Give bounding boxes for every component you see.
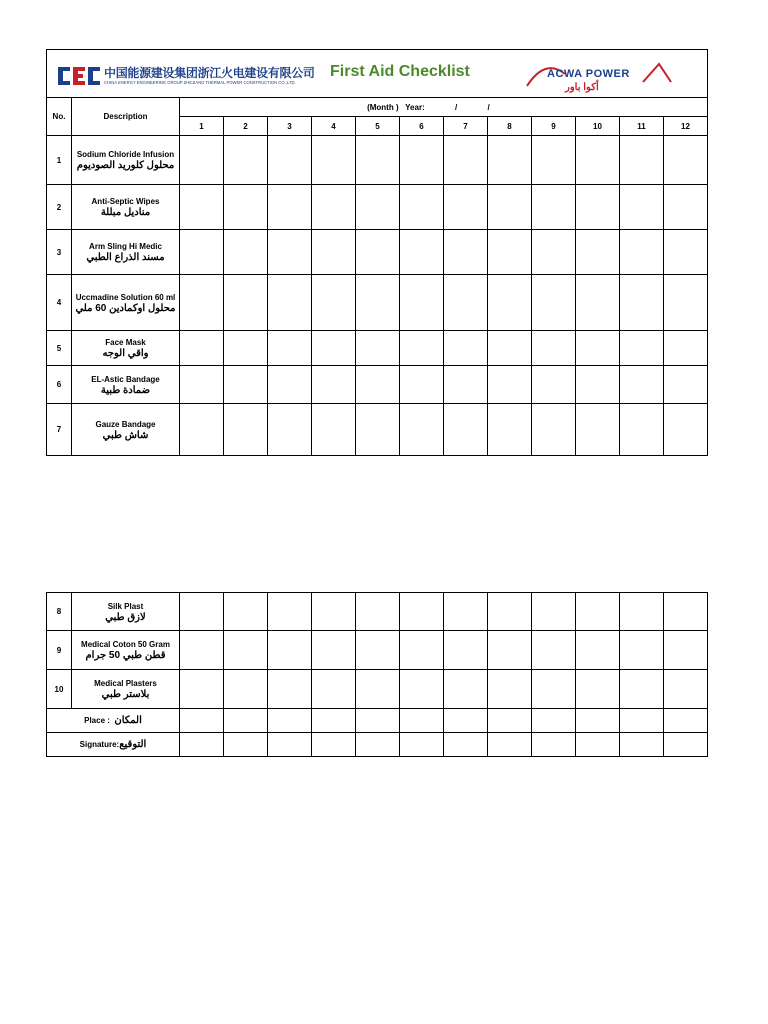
month-header-cell: 4 (312, 117, 356, 136)
check-cell[interactable] (664, 631, 708, 670)
date-slash: / (454, 102, 458, 112)
check-cell[interactable] (488, 136, 532, 185)
month-header-cell: 7 (444, 117, 488, 136)
place-label-en: Place : (84, 716, 110, 725)
check-cell[interactable] (664, 366, 708, 404)
item-number: 6 (47, 366, 72, 404)
place-label (47, 709, 180, 733)
place-cell[interactable] (488, 709, 532, 733)
check-cell[interactable] (356, 230, 400, 275)
item-name-en: EL-Astic Bandage (91, 374, 160, 384)
item-description (72, 331, 180, 366)
check-cell[interactable] (268, 366, 312, 404)
check-cell[interactable] (488, 670, 532, 709)
check-cell[interactable] (312, 404, 356, 456)
place-cell[interactable] (224, 709, 268, 733)
checklist-row (47, 185, 708, 230)
item-name-en: Uccmadine Solution 60 ml (75, 292, 176, 302)
check-cell[interactable] (224, 275, 268, 331)
item-name-en: Sodium Chloride Infusion (76, 150, 175, 159)
item-name-ar: واقي الوجه (102, 348, 149, 359)
month-header-cell: 9 (532, 117, 576, 136)
check-cell[interactable] (664, 275, 708, 331)
page-title: First Aid Checklist (330, 63, 470, 80)
check-cell[interactable] (224, 331, 268, 366)
item-name-ar: بلاستر طبي (101, 689, 150, 700)
check-cell[interactable] (620, 404, 664, 456)
item-name-en: Anti-Septic Wipes (91, 197, 160, 206)
place-cell[interactable] (664, 709, 708, 733)
check-cell[interactable] (576, 631, 620, 670)
check-cell[interactable] (664, 331, 708, 366)
checklist-row (47, 670, 708, 709)
month-header-cell: 1 (180, 117, 224, 136)
check-cell[interactable] (532, 136, 576, 185)
check-cell[interactable] (488, 366, 532, 404)
check-cell[interactable] (356, 185, 400, 230)
check-cell[interactable] (180, 670, 224, 709)
check-cell[interactable] (224, 185, 268, 230)
acwa-english-name: ACWA POWER (547, 68, 630, 80)
acwa-arabic-name: أكوا باور (565, 82, 599, 93)
check-cell[interactable] (180, 404, 224, 456)
signature-cell[interactable] (400, 733, 444, 757)
place-row (47, 709, 708, 733)
check-cell[interactable] (268, 331, 312, 366)
item-number: 9 (47, 631, 72, 670)
cec-logo-icon (57, 65, 101, 87)
check-cell[interactable] (356, 136, 400, 185)
check-cell[interactable] (400, 230, 444, 275)
check-cell[interactable] (224, 136, 268, 185)
check-cell[interactable] (312, 136, 356, 185)
item-name-ar: مسند الذراع الطبي (86, 252, 165, 263)
month-label: (Month ) (367, 102, 399, 112)
signature-cell[interactable] (488, 733, 532, 757)
signature-cell[interactable] (356, 733, 400, 757)
check-cell[interactable] (268, 404, 312, 456)
check-cell[interactable] (444, 331, 488, 366)
month-header-cell: 11 (620, 117, 664, 136)
acwa-power-logo (525, 56, 675, 96)
checklist-row (47, 230, 708, 275)
item-number: 3 (47, 230, 72, 275)
month-header-cell: 10 (576, 117, 620, 136)
check-cell[interactable] (488, 275, 532, 331)
check-cell[interactable] (268, 136, 312, 185)
signature-cell[interactable] (312, 733, 356, 757)
check-cell[interactable] (444, 631, 488, 670)
item-name-ar: مناديل مبللة (100, 207, 151, 218)
check-cell[interactable] (488, 331, 532, 366)
item-name-ar: محلول كلوريد الصوديوم (76, 160, 175, 171)
item-description (72, 670, 180, 709)
signature-cell[interactable] (576, 733, 620, 757)
place-cell[interactable] (444, 709, 488, 733)
check-cell[interactable] (356, 670, 400, 709)
check-cell[interactable] (576, 366, 620, 404)
check-cell[interactable] (664, 230, 708, 275)
check-cell[interactable] (180, 136, 224, 185)
check-cell[interactable] (180, 331, 224, 366)
place-cell[interactable] (312, 709, 356, 733)
check-cell[interactable] (444, 230, 488, 275)
check-cell[interactable] (400, 275, 444, 331)
check-cell[interactable] (532, 670, 576, 709)
check-cell[interactable] (664, 670, 708, 709)
checklist-table-bottom (46, 592, 708, 757)
check-cell[interactable] (356, 593, 400, 631)
item-description (72, 230, 180, 275)
check-cell[interactable] (268, 230, 312, 275)
place-label-ar: المكان (114, 715, 142, 726)
item-number: 1 (47, 136, 72, 185)
signature-row (47, 733, 708, 757)
check-cell[interactable] (620, 230, 664, 275)
check-cell[interactable] (664, 593, 708, 631)
check-cell[interactable] (268, 593, 312, 631)
cec-english-name: CHINA ENERGY ENGINEERING GROUP ZHEJIANG THERMAL POWER CONSTRUCTION CO.,LTD. (104, 80, 296, 85)
check-cell[interactable] (356, 366, 400, 404)
check-cell[interactable] (312, 670, 356, 709)
signature-label-en: Signature: (79, 740, 120, 749)
check-cell[interactable] (576, 185, 620, 230)
check-cell[interactable] (224, 404, 268, 456)
check-cell[interactable] (620, 670, 664, 709)
check-cell[interactable] (224, 670, 268, 709)
item-number: 8 (47, 593, 72, 631)
year-label: Year: (405, 102, 425, 112)
header-banner (47, 50, 708, 98)
check-cell[interactable] (356, 631, 400, 670)
check-cell[interactable] (312, 331, 356, 366)
item-name-ar: ضمادة طبية (100, 384, 151, 396)
item-description (72, 404, 180, 456)
check-cell[interactable] (444, 404, 488, 456)
check-cell[interactable] (664, 185, 708, 230)
check-cell[interactable] (400, 136, 444, 185)
check-cell[interactable] (576, 275, 620, 331)
check-cell[interactable] (444, 366, 488, 404)
check-cell[interactable] (576, 136, 620, 185)
check-cell[interactable] (180, 230, 224, 275)
check-cell[interactable] (180, 366, 224, 404)
check-cell[interactable] (620, 366, 664, 404)
check-cell[interactable] (180, 185, 224, 230)
item-name-en: Medical Plasters (94, 679, 157, 688)
check-cell[interactable] (576, 670, 620, 709)
check-cell[interactable] (488, 593, 532, 631)
check-cell[interactable] (312, 366, 356, 404)
check-cell[interactable] (576, 331, 620, 366)
check-cell[interactable] (312, 230, 356, 275)
item-description (72, 136, 180, 185)
check-cell[interactable] (532, 275, 576, 331)
item-name-ar: محلول اوكمادين 60 ملي (75, 302, 176, 314)
check-cell[interactable] (532, 631, 576, 670)
check-cell[interactable] (488, 230, 532, 275)
item-name-en: Gauze Bandage (95, 419, 156, 429)
check-cell[interactable] (268, 631, 312, 670)
signature-label (47, 733, 180, 757)
check-cell[interactable] (268, 185, 312, 230)
check-cell[interactable] (400, 366, 444, 404)
item-description (72, 593, 180, 631)
check-cell[interactable] (180, 631, 224, 670)
check-cell[interactable] (268, 670, 312, 709)
check-cell[interactable] (356, 275, 400, 331)
cec-logo (57, 64, 315, 90)
place-cell[interactable] (620, 709, 664, 733)
item-description (72, 275, 180, 331)
check-cell[interactable] (532, 331, 576, 366)
check-cell[interactable] (620, 593, 664, 631)
checklist-row (47, 331, 708, 366)
check-cell[interactable] (576, 404, 620, 456)
check-cell[interactable] (400, 670, 444, 709)
check-cell[interactable] (312, 593, 356, 631)
check-cell[interactable] (664, 404, 708, 456)
check-cell[interactable] (268, 275, 312, 331)
place-cell[interactable] (356, 709, 400, 733)
check-cell[interactable] (532, 366, 576, 404)
check-cell[interactable] (224, 230, 268, 275)
month-header-cell: 6 (400, 117, 444, 136)
checklist-table-top (46, 49, 708, 456)
check-cell[interactable] (400, 331, 444, 366)
check-cell[interactable] (400, 404, 444, 456)
item-name-ar: شاش طبي (102, 429, 149, 441)
check-cell[interactable] (312, 185, 356, 230)
item-name-en: Silk Plast (107, 601, 144, 611)
checklist-row (47, 404, 708, 456)
month-header-cell: 12 (664, 117, 708, 136)
signature-cell[interactable] (444, 733, 488, 757)
checklist-row (47, 593, 708, 631)
no-column-header: No. (47, 98, 72, 136)
description-column-header: Description (72, 98, 180, 136)
signature-label-ar: التوقيع (119, 739, 147, 750)
signature-cell[interactable] (664, 733, 708, 757)
item-number: 4 (47, 275, 72, 331)
item-number: 10 (47, 670, 72, 709)
check-cell[interactable] (400, 185, 444, 230)
check-cell[interactable] (312, 631, 356, 670)
signature-cell[interactable] (532, 733, 576, 757)
check-cell[interactable] (620, 185, 664, 230)
check-cell[interactable] (576, 593, 620, 631)
item-name-en: Face Mask (105, 338, 146, 347)
item-name-en: Medical Coton 50 Gram (81, 640, 170, 649)
checklist-row (47, 631, 708, 670)
check-cell[interactable] (488, 631, 532, 670)
item-description (72, 366, 180, 404)
check-cell[interactable] (488, 404, 532, 456)
check-cell[interactable] (532, 230, 576, 275)
check-cell[interactable] (620, 631, 664, 670)
check-cell[interactable] (576, 230, 620, 275)
item-description (72, 631, 180, 670)
check-cell[interactable] (488, 185, 532, 230)
check-cell[interactable] (224, 631, 268, 670)
item-description (72, 185, 180, 230)
check-cell[interactable] (400, 593, 444, 631)
signature-cell[interactable] (268, 733, 312, 757)
check-cell[interactable] (532, 185, 576, 230)
item-name-ar: قطن طبي 50 جرام (85, 650, 166, 661)
month-year-header (180, 98, 708, 117)
checklist-row (47, 366, 708, 404)
place-cell[interactable] (268, 709, 312, 733)
check-cell[interactable] (444, 275, 488, 331)
signature-cell[interactable] (620, 733, 664, 757)
check-cell[interactable] (620, 331, 664, 366)
check-cell[interactable] (664, 136, 708, 185)
signature-cell[interactable] (224, 733, 268, 757)
place-cell[interactable] (180, 709, 224, 733)
signature-cell[interactable] (180, 733, 224, 757)
check-cell[interactable] (444, 136, 488, 185)
check-cell[interactable] (444, 185, 488, 230)
check-cell[interactable] (180, 593, 224, 631)
check-cell[interactable] (532, 593, 576, 631)
check-cell[interactable] (312, 275, 356, 331)
place-cell[interactable] (400, 709, 444, 733)
check-cell[interactable] (444, 670, 488, 709)
place-cell[interactable] (576, 709, 620, 733)
item-number: 5 (47, 331, 72, 366)
date-slash: / (487, 102, 490, 112)
check-cell[interactable] (400, 631, 444, 670)
check-cell[interactable] (180, 275, 224, 331)
cec-chinese-name: 中国能源建设集团浙江火电建设有限公司 (104, 66, 315, 80)
check-cell[interactable] (444, 593, 488, 631)
check-cell[interactable] (224, 593, 268, 631)
month-header-cell: 2 (224, 117, 268, 136)
month-header-cell: 3 (268, 117, 312, 136)
check-cell[interactable] (356, 404, 400, 456)
check-cell[interactable] (356, 331, 400, 366)
checklist-row (47, 136, 708, 185)
place-cell[interactable] (532, 709, 576, 733)
check-cell[interactable] (620, 136, 664, 185)
item-name-en: Arm Sling Hi Medic (89, 242, 162, 251)
item-number: 7 (47, 404, 72, 456)
check-cell[interactable] (620, 275, 664, 331)
month-header-cell: 8 (488, 117, 532, 136)
item-number: 2 (47, 185, 72, 230)
check-cell[interactable] (532, 404, 576, 456)
check-cell[interactable] (224, 366, 268, 404)
checklist-row (47, 275, 708, 331)
item-name-ar: لازق طبي (105, 611, 146, 623)
month-header-cell: 5 (356, 117, 400, 136)
